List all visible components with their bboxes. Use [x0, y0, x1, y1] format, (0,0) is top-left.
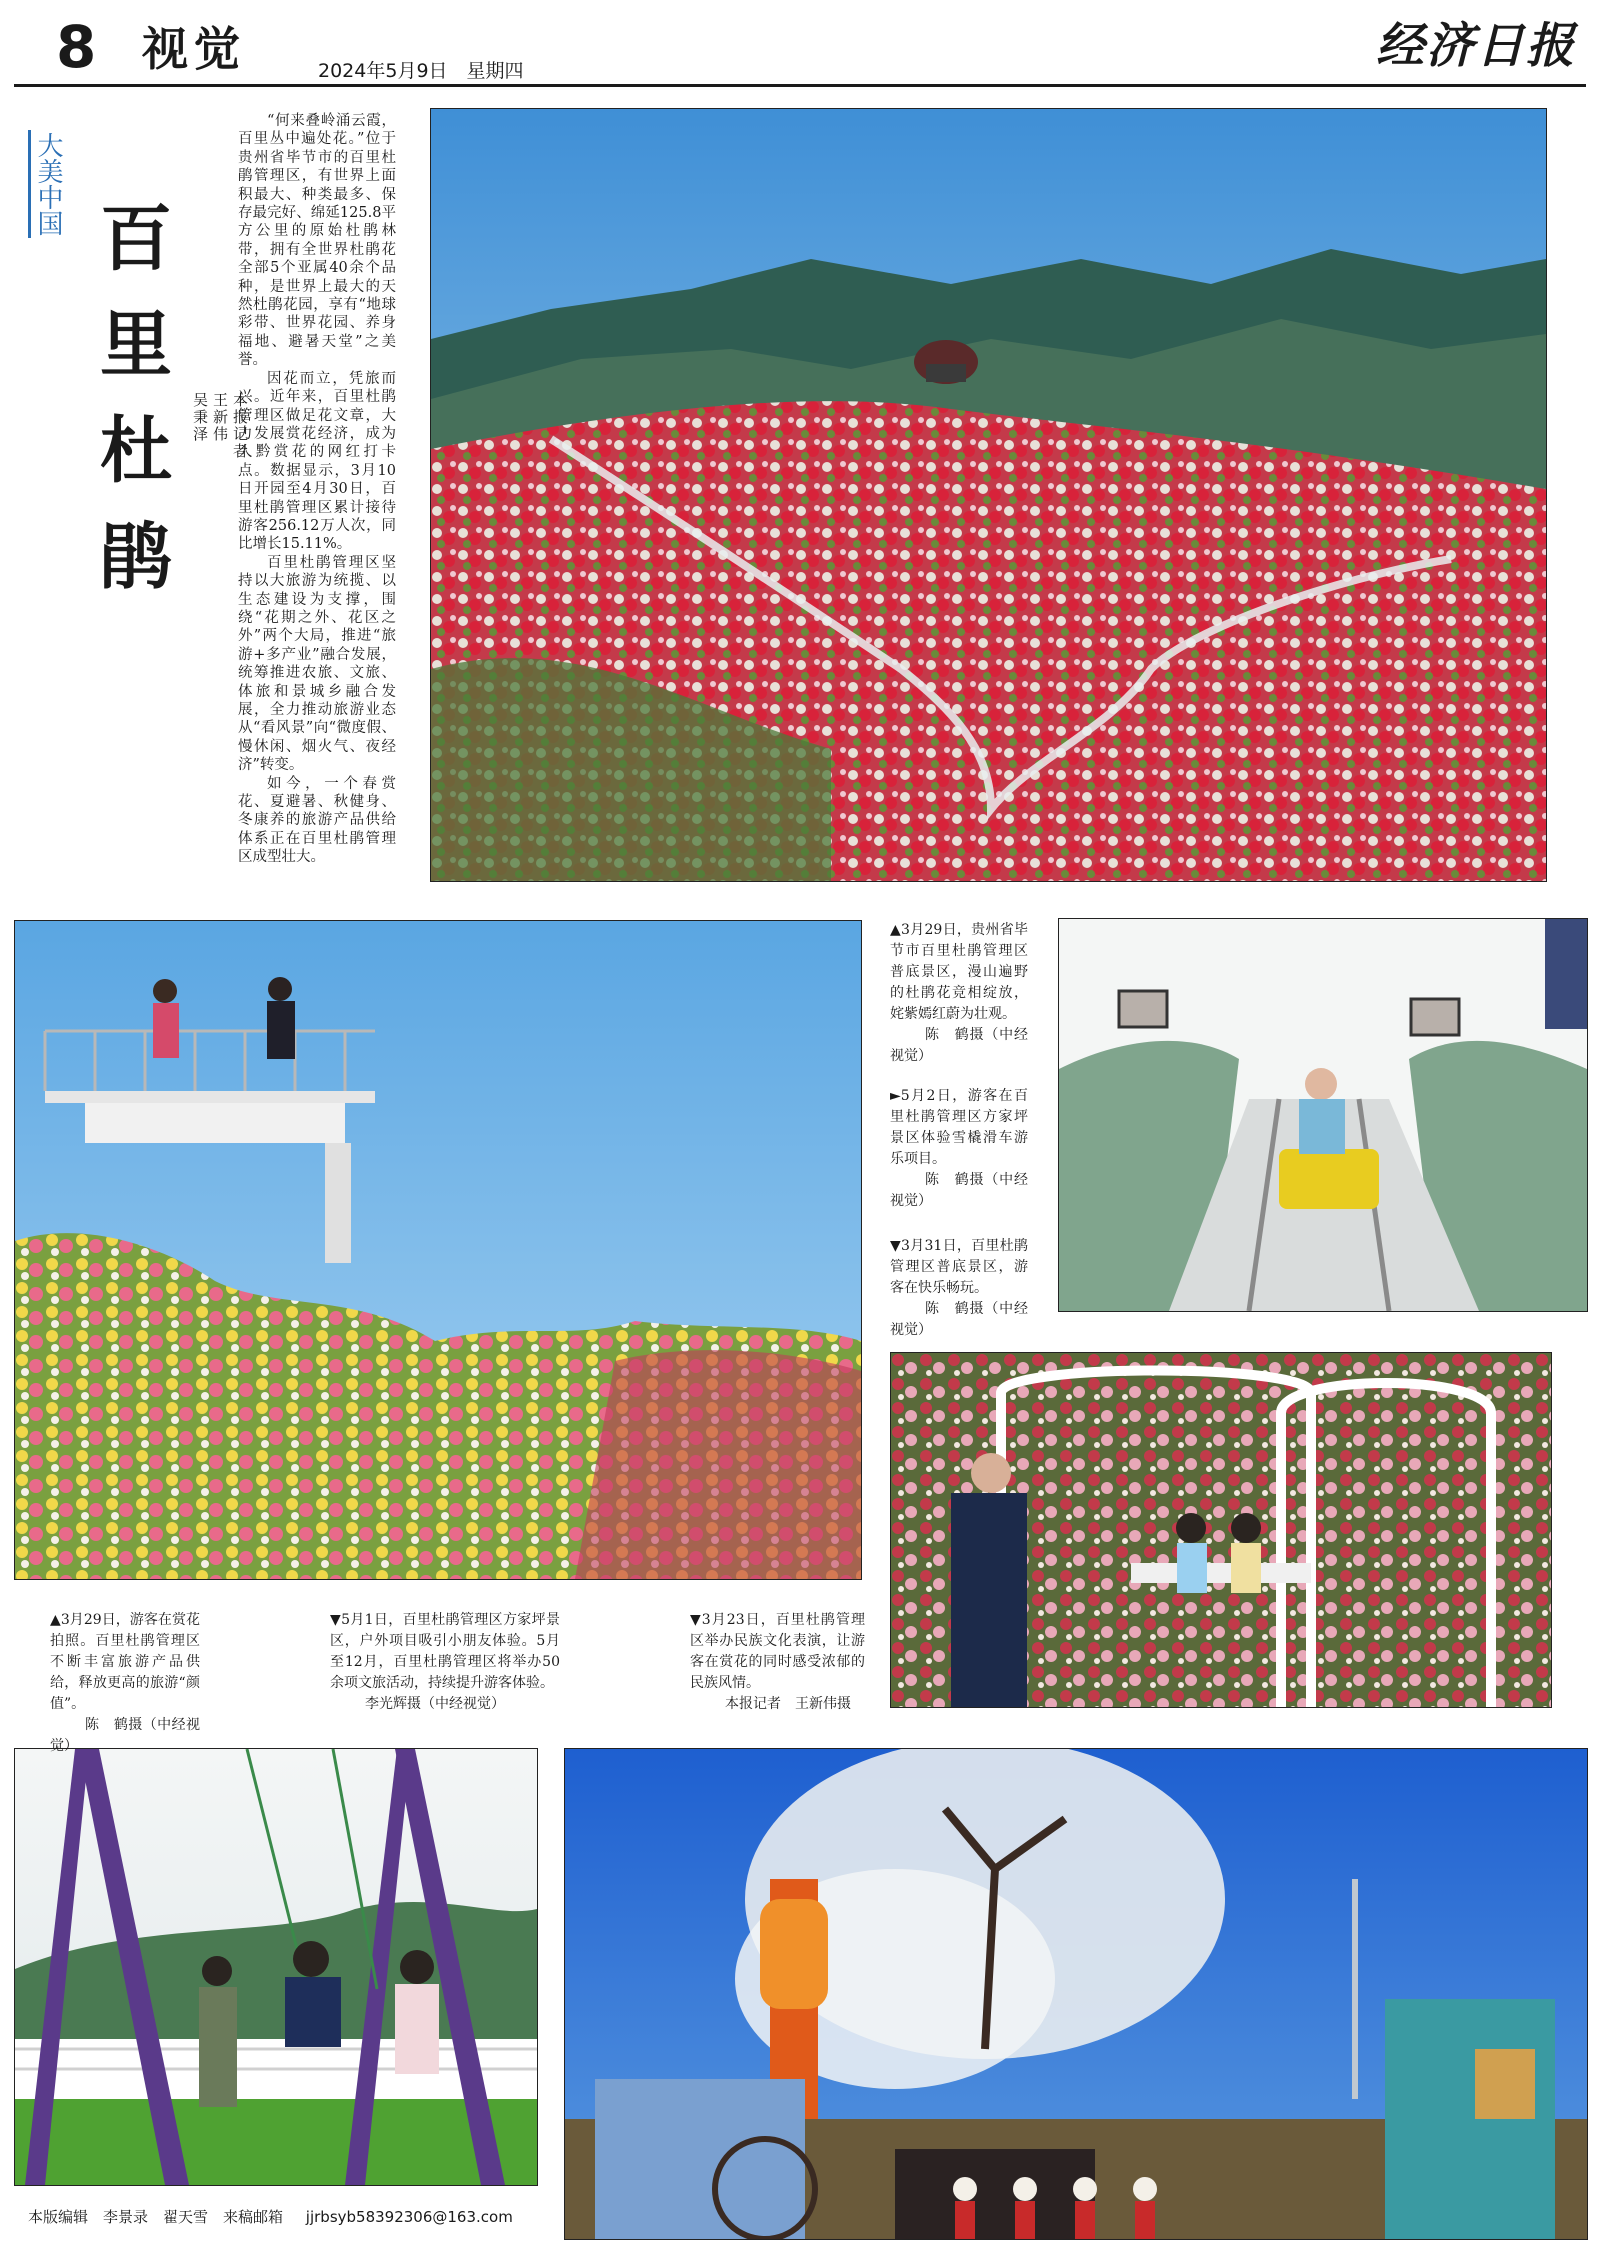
article-paragraph: 因花而立，凭旅而兴。近年来，百里杜鹃管理区做足花文章，大力发展赏花经济，成为人黔赏花的网红打卡点。数据显示，3月10日开园至4月30日，百里杜鹃管理区累计接待游客256.12万人次，同比增长15.11%。	[238, 370, 396, 553]
caption-text: ▲3月29日，游客在赏花拍照。百里杜鹃管理区不断丰富旅游产品供给，释放更高的旅游“颜值”。	[50, 1612, 200, 1712]
caption-text: ▼3月31日，百里杜鹃管理区普底景区，游客在快乐畅玩。	[890, 1238, 1028, 1296]
caption-text: ▲3月29日，贵州省毕节市百里杜鹃管理区普底景区，漫山遍野的杜鹃花竞相绽放，姹紫嫣红蔚为壮观。	[890, 922, 1028, 1022]
caption-credit: 李光辉摄（中经视觉）	[365, 1696, 505, 1712]
page-number: 8	[56, 13, 97, 81]
caption-photo-sled	[890, 1086, 1028, 1212]
byline-label: 本报记者	[231, 392, 249, 460]
caption-photo-swing-arch	[890, 1236, 1028, 1341]
article-paragraph: 如今，一个春赏花、夏避暑、秋健身、冬康养的旅游产品供给体系正在百里杜鹃管理区成型壮大。	[238, 775, 396, 866]
masthead-logo: 经济日报	[1375, 18, 1576, 74]
article-paragraph: 百里杜鹃管理区坚持以大旅游为统揽、以生态建设为支撑，围绕“花期之外、花区之外”两个大局，推进“旅游+多产业”融合发展，统筹推进农旅、文旅、体旅和景城乡融合发展，全力推动旅游业态从“看风景”向“微度假、慢休闲、烟火气、夜经济”转变。	[238, 554, 396, 774]
editors-text: 本版编辑 李景录 翟天雪 来稿邮箱	[28, 2208, 284, 2226]
caption-credit: 陈 鹤摄（中经视觉）	[50, 1717, 200, 1754]
byline-author-2: 吴秉泽	[191, 392, 209, 443]
article-paragraph: “何来叠岭涌云霞，百里丛中遍处花。”位于贵州省毕节市的百里杜鹃管理区，有世界上面积最大、种类最多、保存最完好、绵延125.8平方公里的原始杜鹃林带，拥有全世界杜鹃花全部5个亚属40余个品种，是世界上最大的天然杜鹃花园，享有“地球彩带、世界花园、养身福地、避暑天堂”之美誉。	[238, 113, 396, 369]
photo-ethnic-performance	[564, 1748, 1588, 2240]
caption-photo-performance	[690, 1610, 865, 1715]
article-body	[238, 112, 396, 867]
caption-photo-children-swing	[330, 1610, 560, 1715]
caption-text: ►5月2日，游客在百里杜鹃管理区方家坪景区体验雪橇滑车游乐项目。	[890, 1088, 1028, 1167]
photo-sled-ride	[1058, 918, 1588, 1312]
column-tag: 大美中国	[28, 130, 63, 238]
caption-photo-mountains	[890, 920, 1028, 1067]
caption-credit: 陈 鹤摄（中经视觉）	[890, 1301, 1028, 1338]
caption-credit: 陈 鹤摄（中经视觉）	[890, 1027, 1028, 1064]
footer-editors	[28, 2206, 513, 2227]
photo-children-swing	[14, 1748, 538, 2186]
caption-text: ▼5月1日，百里杜鹃管理区方家坪景区，户外项目吸引小朋友体验。5月至12月，百里杜鹃管理区将举办50余项文旅活动，持续提升游客体验。	[330, 1612, 560, 1691]
caption-credit: 本报记者 王新伟摄	[725, 1696, 851, 1712]
headline: 百里杜鹃	[88, 200, 173, 624]
caption-credit: 陈 鹤摄（中经视觉）	[890, 1172, 1028, 1209]
photo-viewing-platform	[14, 920, 862, 1580]
photo-azalea-mountains	[430, 108, 1547, 882]
header-rule	[14, 84, 1586, 87]
caption-photo-platform	[50, 1610, 200, 1757]
photo-flower-swing	[890, 1352, 1552, 1708]
caption-text: ▼3月23日，百里杜鹃管理区举办民族文化表演，让游客在赏花的同时感受浓郁的民族风情。	[690, 1612, 865, 1691]
byline-author-1: 王新伟	[211, 392, 229, 443]
section-title: 视觉	[142, 22, 246, 76]
issue-date: 2024年5月9日 星期四	[318, 60, 524, 82]
submission-email[interactable]: jjrbsyb58392306@163.com	[305, 2208, 513, 2226]
